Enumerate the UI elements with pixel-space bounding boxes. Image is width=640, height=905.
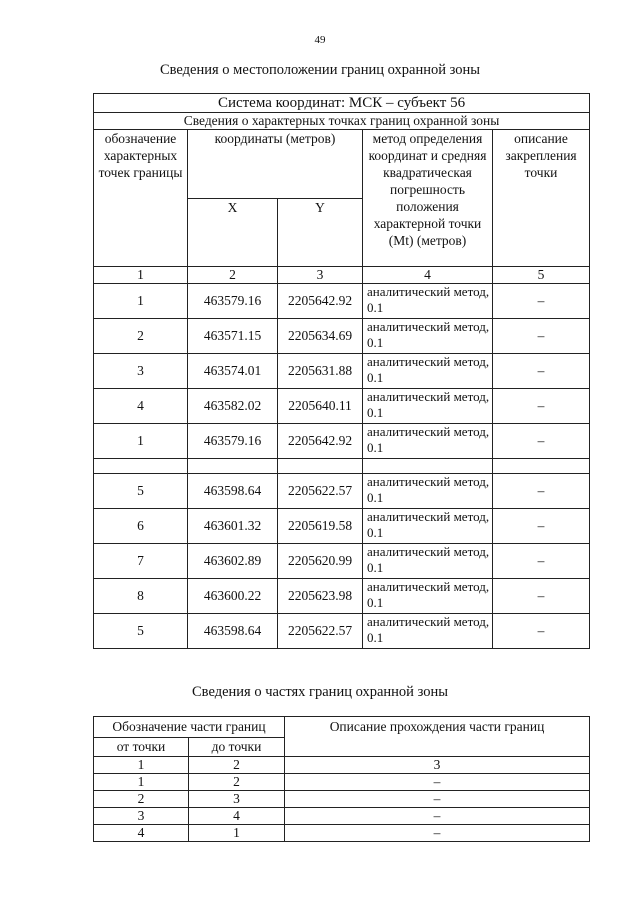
column-number: 1 [94,757,189,774]
table-row [94,544,590,579]
group1-rows [94,284,590,459]
description-cell: – [493,284,590,319]
x-coordinate: 463574.01 [188,354,278,389]
x-coordinate: 463602.89 [188,544,278,579]
method-cell: аналитический метод, 0.1 [363,614,493,649]
method-cell: аналитический метод, 0.1 [363,544,493,579]
x-coordinate: 463571.15 [188,319,278,354]
column-number: 1 [94,267,188,284]
part-description: – [285,791,590,808]
table-row [94,614,590,649]
column-number: 3 [285,757,590,774]
table-row [94,389,590,424]
column-number: 4 [363,267,493,284]
y-coordinate: 2205622.57 [278,474,363,509]
from-point: 2 [94,791,189,808]
y-coordinate: 2205631.88 [278,354,363,389]
description-cell: – [493,474,590,509]
description-cell: – [493,389,590,424]
y-coordinate: 2205622.57 [278,614,363,649]
point-number: 8 [94,579,188,614]
header-method: метод определения координат и средняя квадратическая погрешность положения характерной точки (Mt) (метров) [363,130,493,267]
parts-column-number-row [94,757,590,774]
header-coordinates: координаты (метров) [188,130,363,199]
points-info-label: Сведения о характерных точках границ охранной зоны [94,113,590,130]
point-number: 2 [94,319,188,354]
table-row [94,774,590,791]
table-row [94,284,590,319]
group2-rows [94,474,590,649]
from-point: 1 [94,774,189,791]
y-coordinate: 2205642.92 [278,424,363,459]
description-cell: – [493,319,590,354]
x-coordinate: 463600.22 [188,579,278,614]
table-row [94,825,590,842]
table-row [94,424,590,459]
table-row [94,808,590,825]
column-number: 3 [278,267,363,284]
point-number: 3 [94,354,188,389]
header-x: X [188,198,278,267]
point-number: 1 [94,424,188,459]
parts-header-designation: Обозначение части границ [94,717,285,738]
part-description: – [285,774,590,791]
column-number: 2 [188,267,278,284]
method-cell: аналитический метод, 0.1 [363,474,493,509]
part-description: – [285,825,590,842]
point-number: 7 [94,544,188,579]
description-cell: – [493,354,590,389]
point-number: 5 [94,614,188,649]
x-coordinate: 463579.16 [188,284,278,319]
header-y: Y [278,198,363,267]
to-point: 4 [189,808,285,825]
parts-header-to: до точки [189,738,285,757]
x-coordinate: 463579.16 [188,424,278,459]
section-title-parts: Сведения о частях границ охранной зоны [192,684,448,700]
y-coordinate: 2205642.92 [278,284,363,319]
method-cell: аналитический метод, 0.1 [363,509,493,544]
table-row [94,791,590,808]
x-coordinate: 463598.64 [188,474,278,509]
point-number: 1 [94,284,188,319]
column-number: 5 [493,267,590,284]
method-cell: аналитический метод, 0.1 [363,579,493,614]
description-cell: – [493,424,590,459]
method-cell: аналитический метод, 0.1 [363,389,493,424]
spacer-row [94,459,590,474]
table-row [94,354,590,389]
y-coordinate: 2205623.98 [278,579,363,614]
header-designation: обозначение характерных точек границы [94,130,188,267]
table-row [94,474,590,509]
x-coordinate: 463598.64 [188,614,278,649]
part-description: – [285,808,590,825]
table-row [94,509,590,544]
method-cell: аналитический метод, 0.1 [363,319,493,354]
method-cell: аналитический метод, 0.1 [363,424,493,459]
header-description: описание закрепления точки [493,130,590,267]
from-point: 4 [94,825,189,842]
point-number: 4 [94,389,188,424]
to-point: 2 [189,774,285,791]
x-coordinate: 463582.02 [188,389,278,424]
method-cell: аналитический метод, 0.1 [363,354,493,389]
page-number: 49 [314,34,326,46]
table-row [94,319,590,354]
description-cell: – [493,579,590,614]
column-number-row [94,267,590,284]
method-cell: аналитический метод, 0.1 [363,284,493,319]
coordinates-table [93,93,590,649]
y-coordinate: 2205640.11 [278,389,363,424]
description-cell: – [493,614,590,649]
parts-rows [94,774,590,842]
y-coordinate: 2205634.69 [278,319,363,354]
description-cell: – [493,509,590,544]
table-row [94,579,590,614]
parts-table [93,716,590,842]
coordinate-system-label: Система координат: МСК – субъект 56 [94,94,590,113]
section-title-location: Сведения о местоположении границ охранной зоны [159,62,480,78]
parts-header-description: Описание прохождения части границ [285,717,590,757]
point-number: 5 [94,474,188,509]
point-number: 6 [94,509,188,544]
y-coordinate: 2205619.58 [278,509,363,544]
from-point: 3 [94,808,189,825]
column-number: 2 [189,757,285,774]
to-point: 1 [189,825,285,842]
to-point: 3 [189,791,285,808]
parts-header-from: от точки [94,738,189,757]
description-cell: – [493,544,590,579]
y-coordinate: 2205620.99 [278,544,363,579]
x-coordinate: 463601.32 [188,509,278,544]
